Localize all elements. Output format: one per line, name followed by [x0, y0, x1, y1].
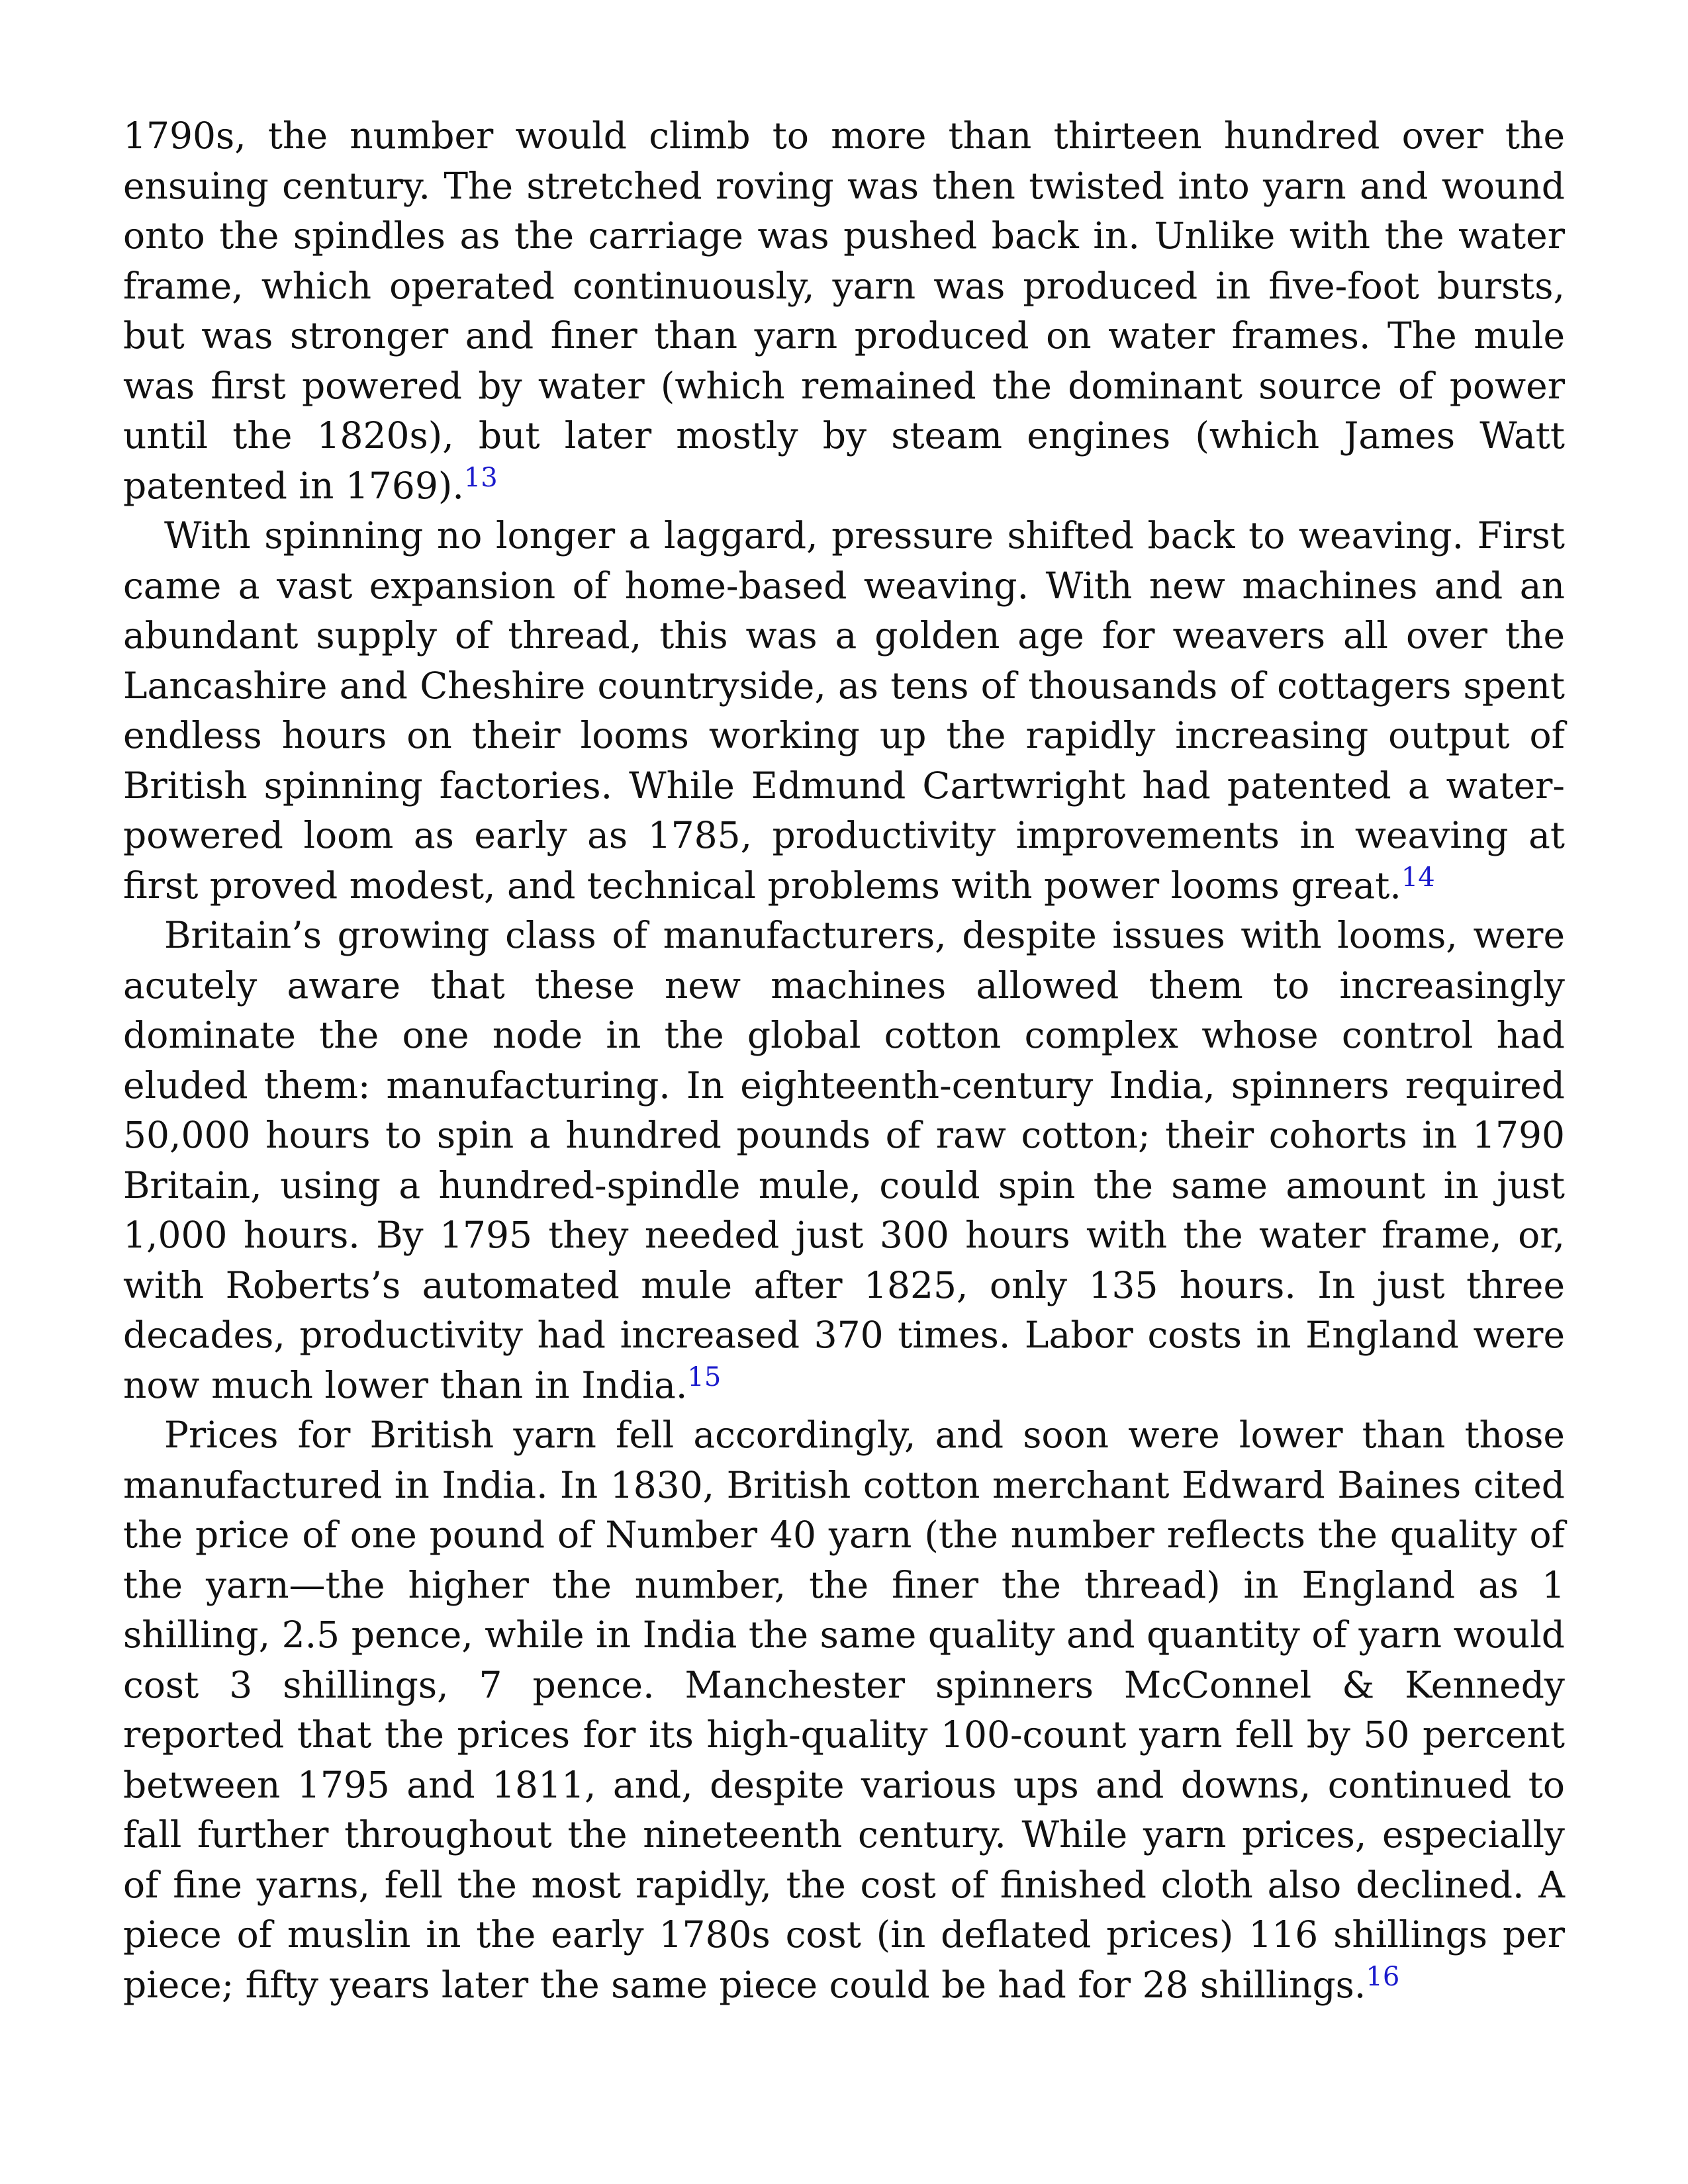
paragraph-text: Britain’s growing class of manufacturers, despite issues with looms, were acutely aware that these new machines allowed them to increasingly dominate the one node in the global cotton complex whose control had eluded them: manufacturing. In eighteenth-century India, spinners required 50,000 hours to spin a hundred pounds of raw cotton; their cohorts in 1790 Britain, using a hundred-spindle mule, could spin the same amount in just 1,000 hours. By 1795 they needed just 300 hours with the water frame, or, with Roberts’s automated mule after 1825, only 135 hours. In just three decades, productivity had increased 370 times. Labor costs in England were now much lower than in India. [123, 914, 1565, 1406]
page-body [123, 111, 1565, 2010]
footnote-reference[interactable]: 14 [1401, 862, 1435, 893]
footnote-reference[interactable]: 15 [687, 1361, 722, 1392]
paragraph-text: 1790s, the number would climb to more than thirteen hundred over the ensuing century. The stretched roving was then twisted into yarn and wound onto the spindles as the carriage was pushed back in. Unlike with the water frame, which operated continuously, yarn was produced in five-foot bursts, but was stronger and finer than yarn produced on water frames. The mule was first powered by water (which remained the dominant source of power until the 1820s), but later mostly by steam engines (which James Watt patented in 1769). [123, 114, 1565, 507]
paragraph-mule-power [123, 111, 1565, 511]
paragraph-weaving [123, 511, 1565, 911]
footnote-reference[interactable]: 16 [1366, 1961, 1400, 1992]
paragraph-yarn-prices [123, 1410, 1565, 2010]
paragraph-text: With spinning no longer a laggard, pressure shifted back to weaving. First came a vast expansion of home-based weaving. With new machines and an abundant supply of thread, this was a golden age for weavers all over the Lancashire and Cheshire countryside, as tens of thousands of cottagers spent endless hours on their looms working up the rapidly increasing output of British spinning factories. While Edmund Cartwright had patented a water-powered loom as early as 1785, productivity improvements in weaving at first proved modest, and technical problems with power looms great. [123, 514, 1565, 907]
footnote-reference[interactable]: 13 [463, 462, 498, 493]
paragraph-text: Prices for British yarn fell accordingly, and soon were lower than those manufactured in India. In 1830, British cotton merchant Edward Baines cited the price of one pound of Number 40 yarn (the number reflects the quality of the yarn—the higher the number, the finer the thread) in England as 1 shilling, 2.5 pence, while in India the same quality and quantity of yarn would cost 3 shillings, 7 pence. Manchester spinners McConnel & Kennedy reported that the prices for its high-quality 100-count yarn fell by 50 percent between 1795 and 1811, and, despite various ups and downs, continued to fall further throughout the nineteenth century. While yarn prices, especially of fine yarns, fell the most rapidly, the cost of finished cloth also declined. A piece of muslin in the early 1780s cost (in deflated prices) 116 shillings per piece; fifty years later the same piece could be had for 28 shillings. [123, 1414, 1565, 2006]
paragraph-manufacturers [123, 911, 1565, 1410]
